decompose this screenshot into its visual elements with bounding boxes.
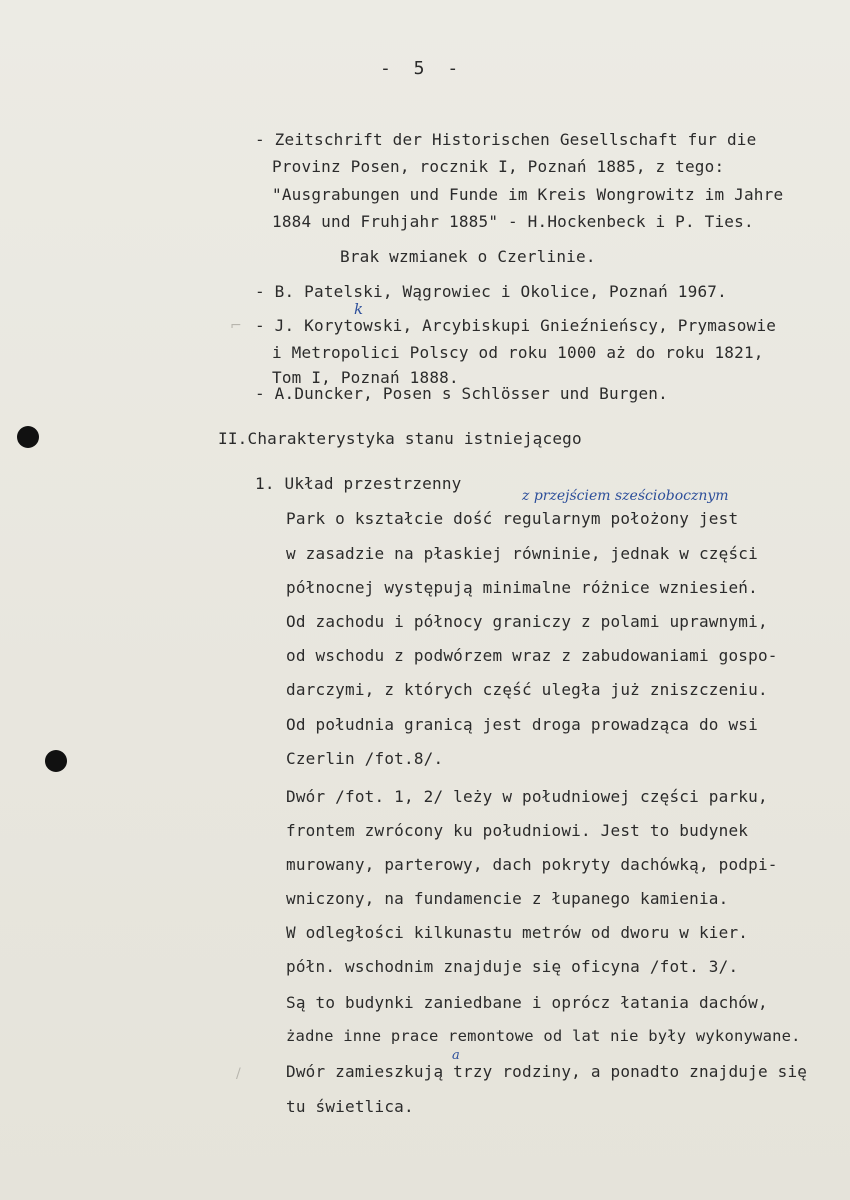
handwritten-correction: a [452, 1048, 460, 1063]
handwritten-correction: k [354, 300, 364, 318]
section-heading: II.Charakterystyka stanu istniejącego [218, 429, 582, 448]
source-line: i Metropolici Polscy od roku 1000 aż do roku 1821, [272, 343, 764, 362]
source-line: - Zeitschrift der Historischen Gesellschaft fur die [255, 130, 757, 149]
body-line: Od południa granicą jest droga prowadząca do wsi [286, 715, 758, 734]
source-line: 1884 und Fruhjahr 1885" - H.Hockenbeck i P. Ties. [272, 212, 754, 231]
source-line: "Ausgrabungen und Funde im Kreis Wongrowitz im Jahre [272, 185, 784, 204]
body-line: murowany, parterowy, dach pokryty dachówką, podpi- [286, 855, 778, 874]
punch-hole [45, 750, 67, 772]
margin-pencil-mark: ⌐ [230, 318, 242, 334]
body-line: Są to budynki zaniedbane i oprócz łatania dachów, [286, 993, 768, 1012]
body-line: półn. wschodnim znajduje się oficyna /fot. 3/. [286, 957, 739, 976]
page-number: - 5 - [380, 58, 465, 79]
body-line: W odległości kilkunastu metrów od dworu w kier. [286, 923, 749, 942]
margin-pencil-mark: / [236, 1066, 241, 1082]
body-line: północnej występują minimalne różnice wzniesień. [286, 578, 758, 597]
body-line: frontem zwrócony ku południowi. Jest to budynek [286, 821, 749, 840]
body-line: od wschodu z podwórzem wraz z zabudowaniami gospo- [286, 646, 778, 665]
body-line: Dwór zamieszkują trzy rodziny, a ponadto znajduje się [286, 1062, 808, 1081]
body-line: Czerlin /fot.8/. [286, 749, 444, 768]
punch-hole [17, 426, 39, 448]
source-line: - B. Patelski, Wągrowiec i Okolice, Poznań 1967. [255, 282, 727, 301]
body-line: Park o kształcie dość regularnym położony jest [286, 509, 739, 528]
subsection-heading: 1. Układ przestrzenny [255, 474, 462, 493]
body-line: tu świetlica. [286, 1097, 414, 1116]
source-line: Tom I, Poznań 1888. [272, 368, 459, 387]
body-line: żadne inne prace remontowe od lat nie były wykonywane. [286, 1027, 801, 1045]
handwritten-insertion: z przejściem sześciobocznym [522, 488, 729, 504]
source-line: - A.Duncker, Posen s Schlösser und Burgen. [255, 384, 668, 403]
body-line: wniczony, na fundamencie z łupanego kamienia. [286, 889, 729, 908]
body-line: w zasadzie na płaskiej równinie, jednak w części [286, 544, 758, 563]
source-note: Brak wzmianek o Czerlinie. [340, 247, 596, 266]
body-line: darczymi, z których część uległa już zniszczeniu. [286, 680, 768, 699]
source-line: - J. Korytowski, Arcybiskupi Gnieźnieńscy, Prymasowie [255, 316, 777, 335]
body-line: Od zachodu i północy graniczy z polami uprawnymi, [286, 612, 768, 631]
source-line: Provinz Posen, rocznik I, Poznań 1885, z tego: [272, 157, 725, 176]
body-line: Dwór /fot. 1, 2/ leży w południowej części parku, [286, 787, 768, 806]
